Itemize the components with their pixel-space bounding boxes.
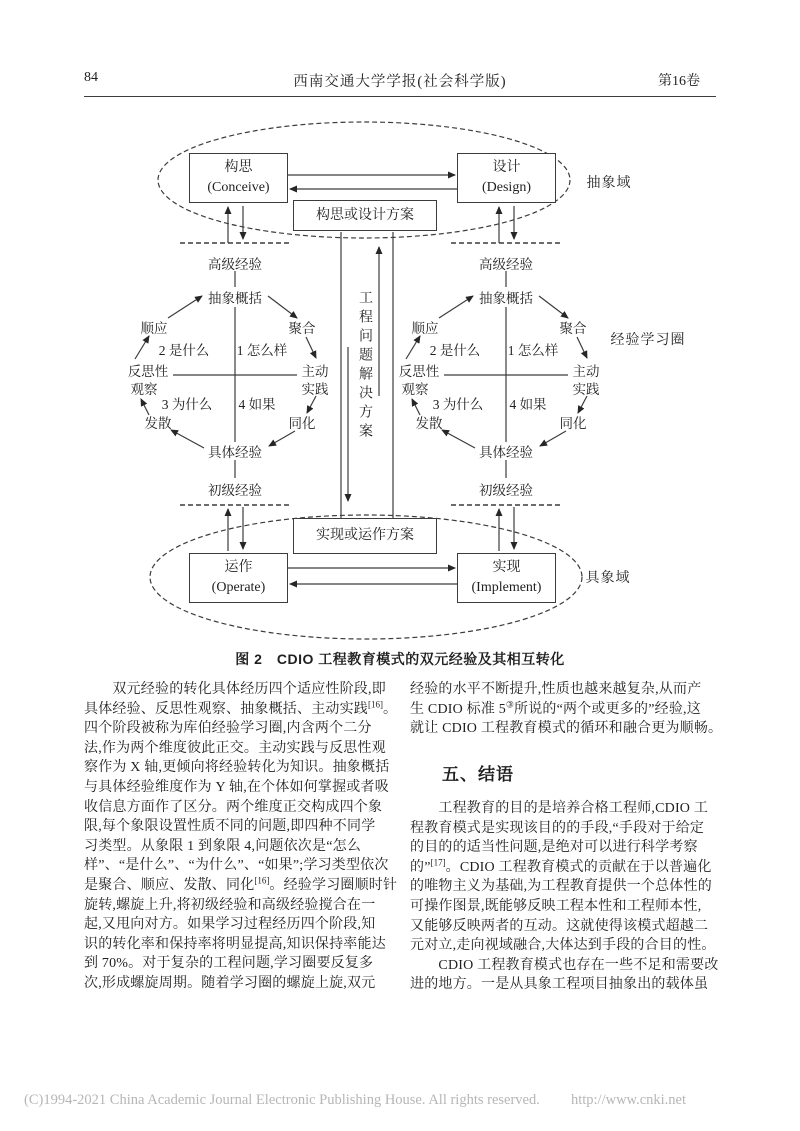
conceive-label-en: (Conceive) bbox=[207, 180, 270, 195]
footer bbox=[24, 1092, 686, 1109]
circle-label-q2: 2 是什么 bbox=[429, 343, 481, 358]
text-line: 又能够反映两者的互动。这就使得该模式超越二 bbox=[410, 918, 709, 934]
learning-circle-label: 经验学习圈 bbox=[610, 333, 686, 348]
text-line: 元对立,走向视域融合,大体达到手段的合目的性。 bbox=[410, 938, 716, 954]
circle-label-q4: 4 如果 bbox=[509, 397, 547, 412]
circle-label-advanced-experience: 高级经验 bbox=[208, 257, 262, 272]
figure-diagram bbox=[78, 115, 738, 655]
design-label-en: (Design) bbox=[482, 180, 531, 195]
text-line: 次,形成螺旋周期。随着学习圈的螺旋上旋,双元 bbox=[84, 975, 376, 991]
plan-bottom-box bbox=[293, 518, 437, 554]
text-line: 进的地方。一是从具象工程项目抽象出的载体虽 bbox=[410, 977, 709, 993]
circle-label-accommodation: 顺应 bbox=[411, 321, 439, 336]
section-heading: 五、结语 bbox=[442, 765, 514, 784]
page-number: 84 bbox=[84, 70, 98, 85]
circle-label-accommodation: 顺应 bbox=[140, 321, 168, 336]
text-line: 样”、“是什么”、“为什么”、“如果”;学习类型依次 bbox=[84, 858, 389, 874]
text-line: 就让 CDIO 工程教育模式的循环和融合更为顺畅。 bbox=[410, 721, 723, 737]
plan-top-label: 构思或设计方案 bbox=[316, 207, 414, 223]
footer-copyright: (C)1994-2021 China Academic Journal Electronic Publishing House. All rights reserved. bbox=[24, 1092, 540, 1108]
concrete-domain-label: 具象域 bbox=[585, 571, 631, 586]
text-line: 起,又甩向对方。如果学习过程经历四个阶段,知 bbox=[84, 917, 376, 933]
operate-box bbox=[189, 553, 288, 603]
circle-label-q3: 3 为什么 bbox=[161, 397, 213, 412]
volume-label: 第16卷 bbox=[658, 74, 700, 89]
figure-caption: 图 2 CDIO 工程教育模式的双元经验及其相互转化 bbox=[235, 651, 565, 667]
text-line: 的目的的适当性问题,是绝对可以进行科学考察 bbox=[410, 840, 698, 856]
text-line: 识的转化率和保持率将明显提高,知识保持率能达 bbox=[84, 936, 386, 952]
design-label-zh: 设计 bbox=[492, 160, 521, 175]
text-line: 的唯物主义为基础,为工程教育提供一个总体性的 bbox=[410, 879, 712, 895]
text-line: 可操作图景,既能够反映工程本性和工程师本性, bbox=[410, 898, 702, 914]
column-vertical-text: 工程问题解决方案 bbox=[357, 290, 372, 442]
circle-label-assimilation: 同化 bbox=[559, 416, 587, 431]
circle-label-abstract-generalization: 抽象概括 bbox=[208, 291, 262, 306]
circle-label-reflective-observation-1: 反思性 bbox=[127, 364, 169, 379]
implement-box bbox=[457, 553, 556, 603]
text-line: 程教育模式是实现该目的的手段,“手段对于给定 bbox=[410, 820, 705, 836]
operate-label-zh: 运作 bbox=[224, 560, 253, 575]
text-line: 双元经验的转化具体经历四个适应性阶段,即 bbox=[84, 682, 386, 697]
design-box bbox=[457, 153, 556, 203]
left-text-column bbox=[84, 680, 398, 994]
text-line: 是聚合、顺应、发散、同化[16]。经验学习圈顺时针 bbox=[84, 875, 398, 893]
text-line: 察作为 X 轴,更倾向将经验转化为知识。抽象概括 bbox=[84, 760, 390, 776]
header-rule bbox=[84, 96, 716, 97]
conceive-box bbox=[189, 153, 288, 203]
circle-label-active-practice-2: 实践 bbox=[301, 382, 329, 397]
footer-url: http://www.cnki.net bbox=[570, 1092, 686, 1108]
circle-label-divergence: 发散 bbox=[144, 416, 172, 431]
circle-label-active-practice-2: 实践 bbox=[572, 382, 600, 397]
text-line: 到 70%。对于复杂的工程问题,学习圈要反复多 bbox=[84, 956, 374, 972]
plan-bottom-label: 实现或运作方案 bbox=[316, 528, 414, 543]
circle-label-convergence: 聚合 bbox=[559, 321, 587, 336]
operate-label-en: (Operate) bbox=[211, 580, 266, 595]
circle-label-q3: 3 为什么 bbox=[432, 397, 484, 412]
circle-label-divergence: 发散 bbox=[415, 416, 443, 431]
circle-label-q1: 1 怎么样 bbox=[236, 343, 288, 358]
abstract-domain-label: 抽象域 bbox=[586, 176, 632, 191]
circle-label-q1: 1 怎么样 bbox=[507, 343, 559, 358]
plan-top-box bbox=[293, 200, 437, 231]
circle-label-primary-experience: 初级经验 bbox=[479, 483, 533, 498]
right-text-paragraph-2 bbox=[410, 799, 724, 995]
circle-label-primary-experience: 初级经验 bbox=[208, 483, 262, 498]
text-line: 法,作为两个维度彼此正交。主动实践与反思性观 bbox=[84, 740, 386, 756]
circle-label-reflective-observation-2: 观察 bbox=[130, 382, 158, 397]
circle-label-reflective-observation-1: 反思性 bbox=[398, 364, 440, 379]
circle-label-advanced-experience: 高级经验 bbox=[479, 257, 533, 272]
circle-label-concrete-experience: 具体经验 bbox=[479, 445, 533, 460]
implement-label-en: (Implement) bbox=[471, 580, 542, 595]
circle-label-active-practice-1: 主动 bbox=[572, 364, 600, 379]
text-line: 工程教育的目的是培养合格工程师,CDIO 工 bbox=[410, 801, 709, 816]
circle-label-q2: 2 是什么 bbox=[158, 343, 210, 358]
circle-label-convergence: 聚合 bbox=[288, 321, 316, 336]
circle-label-active-practice-1: 主动 bbox=[301, 364, 329, 379]
circle-label-reflective-observation-2: 观察 bbox=[401, 382, 429, 397]
text-line: 收信息方面作了区分。两个维度正交构成四个象 bbox=[84, 799, 383, 815]
circle-label-q4: 4 如果 bbox=[238, 397, 276, 412]
right-text-paragraph-1 bbox=[410, 680, 724, 739]
text-line: 限,每个象限设置性质不同的问题,即四种不同学 bbox=[84, 819, 376, 835]
text-line: 经验的水平不断提升,性质也越来越复杂,从而产 bbox=[410, 682, 702, 697]
text-line: 生 CDIO 标准 5③所说的“两个或更多的”经验,这 bbox=[410, 698, 701, 717]
text-line: 的”[17]。CDIO 工程教育模式的贡献在于以普遍化 bbox=[410, 857, 712, 875]
text-line: 习类型。从象限 1 到象限 4,问题依次是“怎么 bbox=[84, 838, 362, 854]
text-line: CDIO 工程教育模式也存在一些不足和需要改 bbox=[410, 957, 719, 973]
journal-title: 西南交通大学学报(社会科学版) bbox=[293, 74, 507, 90]
conceive-label-zh: 构思 bbox=[224, 160, 253, 175]
text-line: 旋转,螺旋上升,将初级经验和高级经验搅合在一 bbox=[84, 897, 376, 913]
text-line: 与具体经验维度作为 Y 轴,在个体如何掌握或者吸 bbox=[84, 779, 389, 795]
circle-label-concrete-experience: 具体经验 bbox=[208, 445, 262, 460]
text-line: 四个阶段被称为库伯经验学习圈,内含两个二分 bbox=[84, 721, 372, 737]
circle-label-abstract-generalization: 抽象概括 bbox=[479, 291, 533, 306]
text-line: 具体经验、反思性观察、抽象概括、主动实践[16]。 bbox=[84, 698, 398, 717]
implement-label-zh: 实现 bbox=[492, 560, 521, 575]
circle-label-assimilation: 同化 bbox=[288, 416, 316, 431]
